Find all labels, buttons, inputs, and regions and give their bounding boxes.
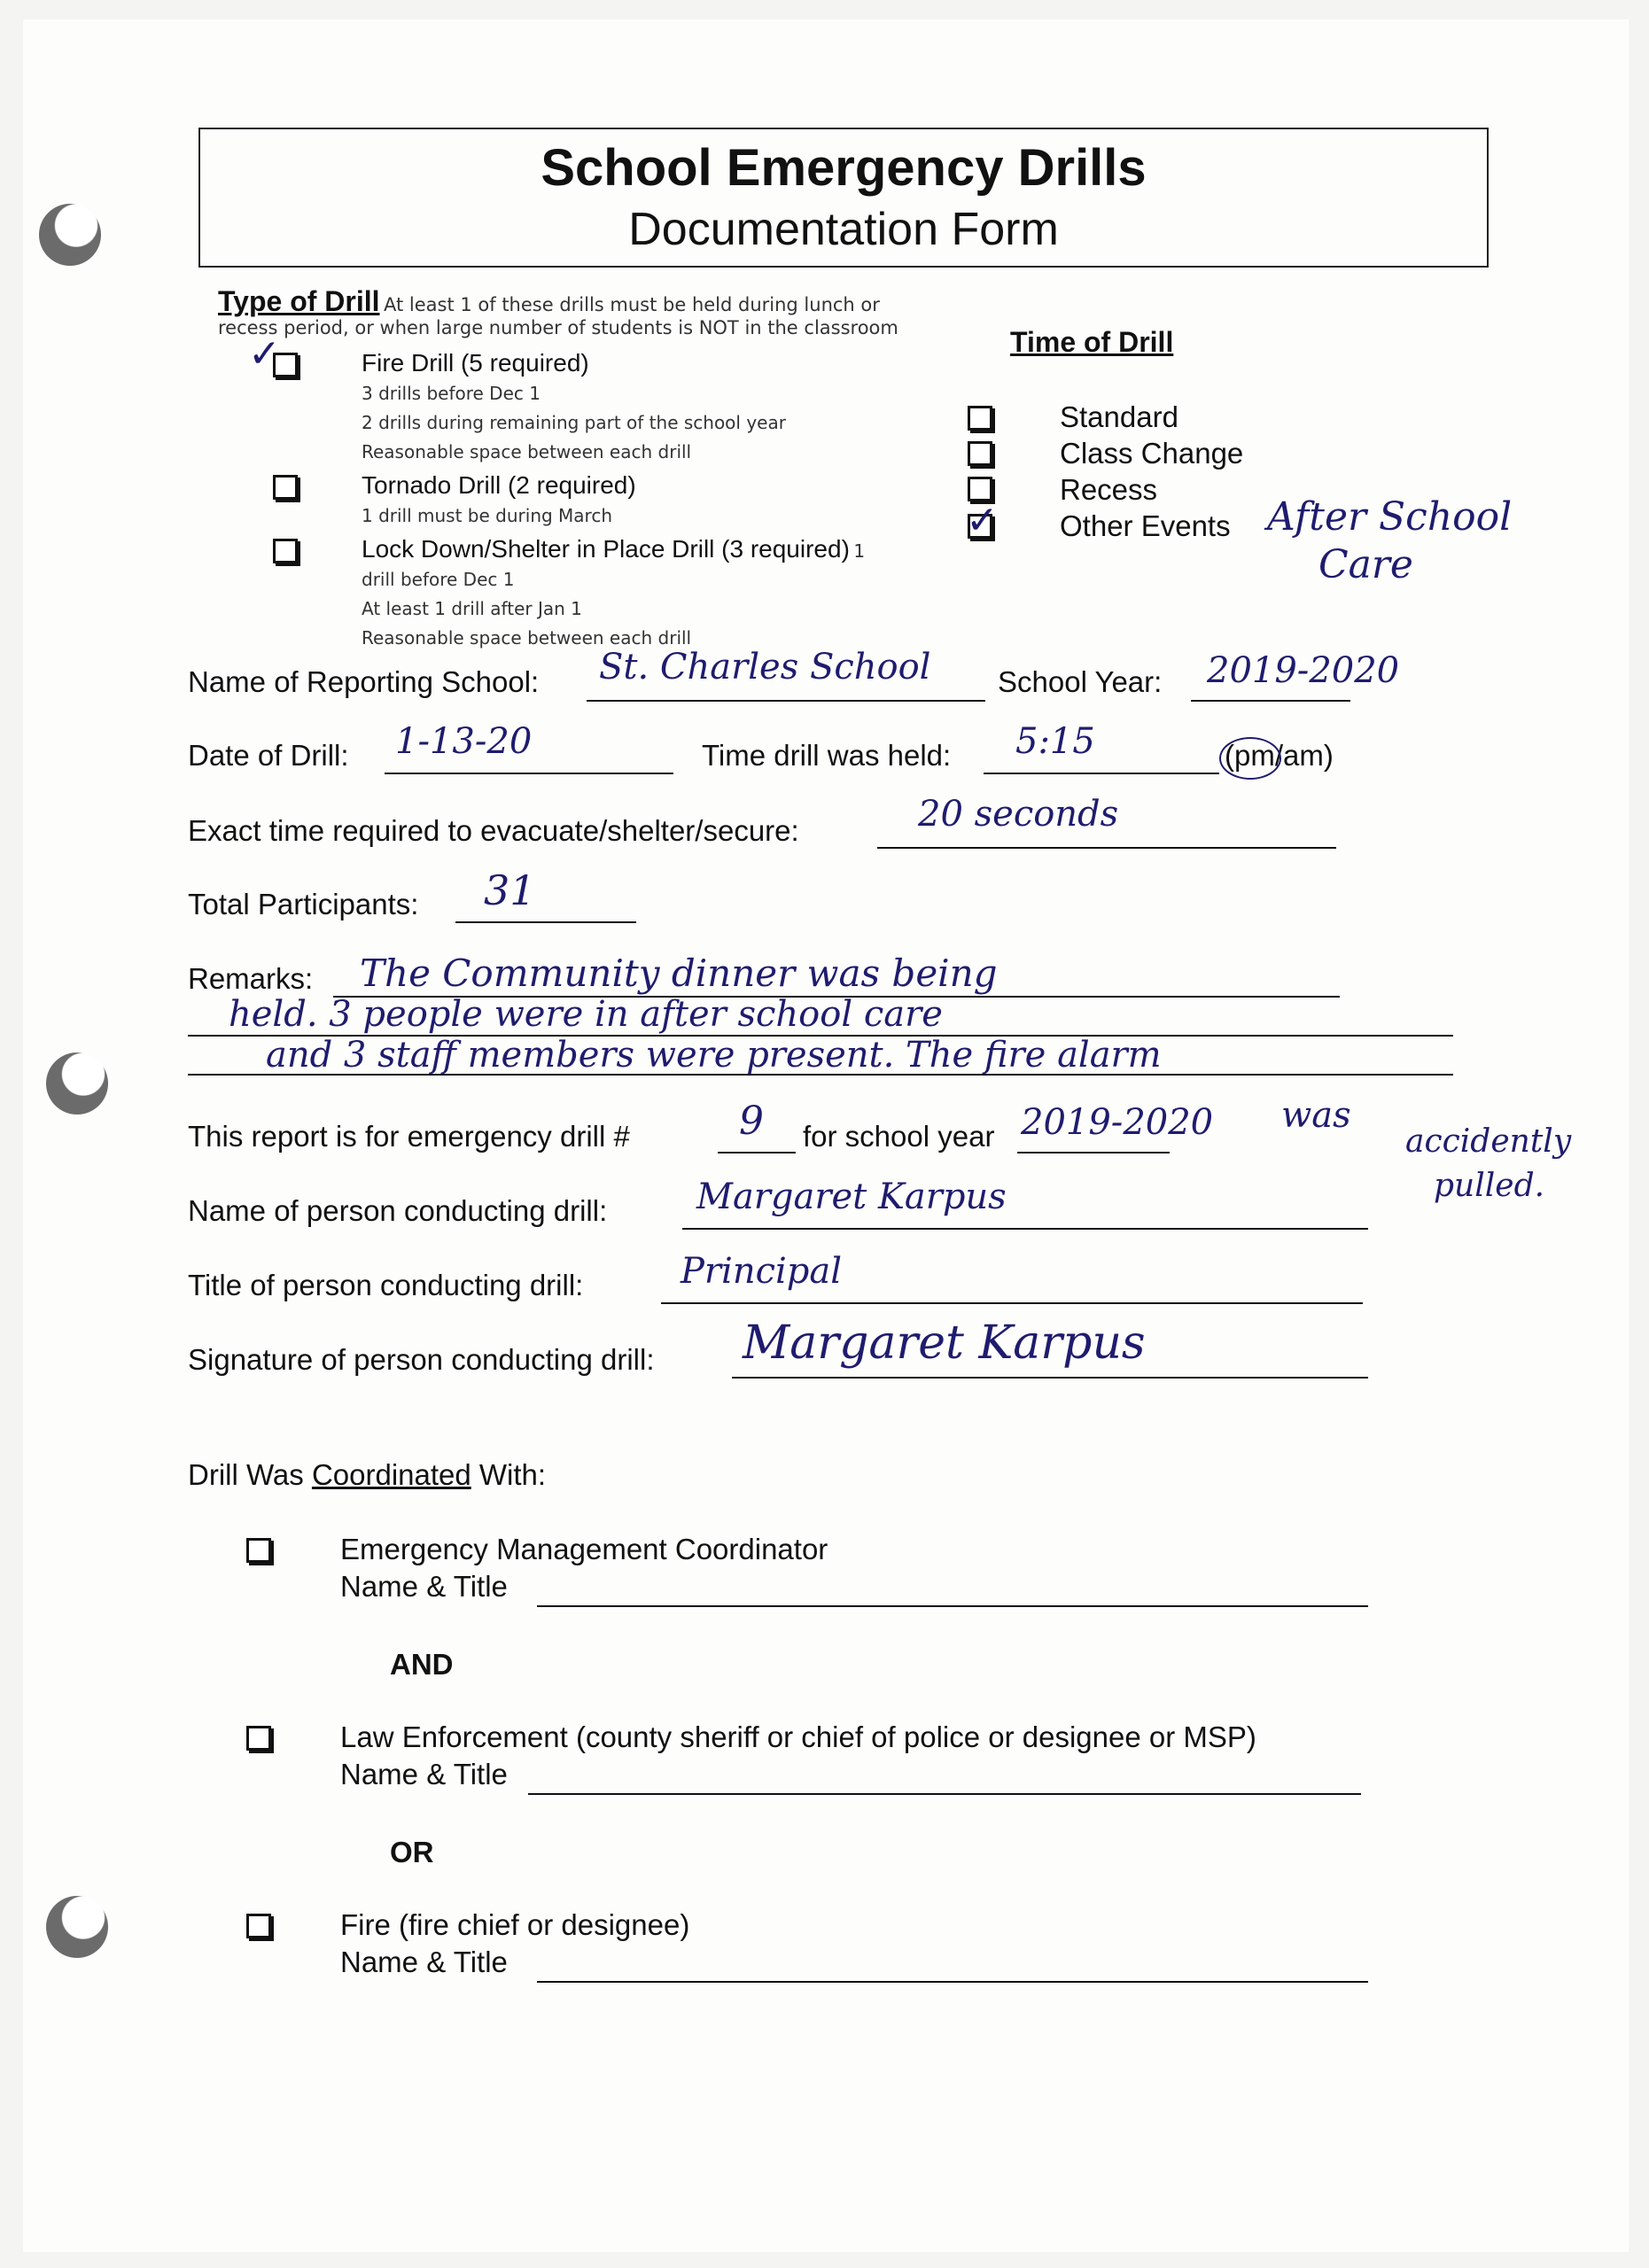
fire-chief-name-title-line[interactable] [537, 1981, 1368, 1983]
emc-checkbox[interactable] [246, 1538, 271, 1563]
drill-number-value[interactable]: 9 [739, 1099, 764, 1144]
pm-circled-mark [1219, 737, 1281, 780]
lockdown-drill-label-suffix: 1 [853, 540, 866, 562]
punch-hole-middle [46, 1052, 108, 1115]
class-change-checkbox[interactable] [968, 441, 992, 466]
date-value[interactable]: 1-13-20 [395, 721, 533, 762]
tornado-drill-label: Tornado Drill (2 required) [362, 471, 636, 499]
remarks-label: Remarks: [188, 962, 314, 995]
school-year-value[interactable]: 2019-2020 [1207, 650, 1400, 691]
conductor-name-line [682, 1228, 1368, 1230]
date-label: Date of Drill: [188, 739, 349, 772]
law-enforcement-label: Law Enforcement (county sheriff or chief of police or designee or MSP) [340, 1720, 1256, 1753]
other-events-check-mark: ✓ [966, 498, 999, 543]
form-title: School Emergency Drills [541, 139, 1147, 197]
coordinated-underlined: Coordinated [311, 1458, 471, 1491]
fire-chief-label: Fire (fire chief or designee) [340, 1908, 690, 1941]
remarks-margin-3: pulled. [1434, 1168, 1545, 1204]
or-label: OR [390, 1836, 434, 1868]
school-name-value[interactable]: St. Charles School [599, 647, 931, 687]
fire-drill-detail-3: Reasonable space between each drill [362, 441, 692, 462]
lockdown-drill-detail-1: drill before Dec 1 [362, 569, 515, 590]
coordinated-heading [188, 1458, 546, 1492]
participants-line [455, 921, 636, 923]
remarks-value-2[interactable]: held. 3 people were in after school care [229, 994, 943, 1035]
lockdown-drill-label: Lock Down/Shelter in Place Drill (3 required) [362, 535, 850, 563]
type-of-drill-heading: Type of Drill [218, 285, 380, 317]
coordinated-suffix: With: [471, 1458, 547, 1491]
emc-name-title-label: Name & Title [340, 1570, 508, 1603]
standard-checkbox[interactable] [968, 406, 992, 431]
form-page [23, 19, 1629, 2252]
time-of-drill-heading: Time of Drill [1010, 326, 1174, 358]
signature-line [732, 1377, 1368, 1379]
time-held-line [984, 773, 1219, 774]
drill-number-line [718, 1152, 796, 1153]
remarks-value-1[interactable]: The Community dinner was being [360, 951, 998, 995]
ampm-label: (pm/am) [1225, 739, 1334, 772]
time-held-label: Time drill was held: [702, 739, 952, 772]
time-held-value[interactable]: 5:15 [1015, 721, 1095, 762]
emc-label: Emergency Management Coordinator [340, 1533, 828, 1565]
participants-label: Total Participants: [188, 888, 419, 920]
school-year-line [1191, 700, 1350, 702]
lockdown-drill-detail-2: At least 1 drill after Jan 1 [362, 598, 582, 619]
other-events-value-2: Care [1318, 542, 1413, 587]
remarks-margin-2: accidently [1405, 1123, 1572, 1160]
evac-time-label: Exact time required to evacuate/shelter/secure: [188, 814, 799, 847]
lockdown-drill-detail-3: Reasonable space between each drill [362, 627, 692, 649]
punch-hole-top [39, 204, 101, 266]
conductor-title-line [661, 1302, 1363, 1304]
law-enforcement-checkbox[interactable] [246, 1726, 271, 1751]
fire-drill-detail-1: 3 drills before Dec 1 [362, 383, 541, 404]
conductor-name-label: Name of person conducting drill: [188, 1194, 608, 1227]
date-line [385, 773, 673, 774]
conductor-title-value[interactable]: Principal [681, 1251, 843, 1292]
type-of-drill-note-1: At least 1 of these drills must be held during lunch or [383, 294, 880, 315]
fire-chief-name-title-label: Name & Title [340, 1946, 508, 1978]
signature-value[interactable]: Margaret Karpus [743, 1317, 1146, 1370]
for-school-year-value[interactable]: 2019-2020 [1021, 1102, 1214, 1143]
tornado-drill-checkbox[interactable] [273, 475, 298, 500]
fire-chief-checkbox[interactable] [246, 1914, 271, 1938]
lockdown-drill-checkbox[interactable] [273, 539, 298, 563]
school-name-label: Name of Reporting School: [188, 665, 540, 698]
other-events-label: Other Events [1060, 509, 1231, 542]
recess-label: Recess [1060, 473, 1158, 506]
other-events-value-1: After School [1267, 494, 1513, 540]
evac-time-line [877, 847, 1336, 849]
participants-value[interactable]: 31 [484, 866, 536, 914]
for-school-year-label: for school year [803, 1120, 995, 1153]
remarks-value-3[interactable]: and 3 staff members were present. The fire alarm [266, 1035, 1162, 1076]
conductor-name-value[interactable]: Margaret Karpus [696, 1177, 1007, 1217]
title-box [198, 128, 1489, 268]
remarks-margin-1: was [1281, 1095, 1351, 1136]
class-change-label: Class Change [1060, 437, 1244, 470]
drill-number-label: This report is for emergency drill # [188, 1120, 630, 1153]
fire-drill-label: Fire Drill (5 required) [362, 349, 589, 377]
school-name-line [587, 700, 985, 702]
for-school-year-line [1017, 1152, 1170, 1153]
signature-label: Signature of person conducting drill: [188, 1343, 655, 1376]
and-label: AND [390, 1648, 454, 1681]
fire-drill-check-mark: ✓ [248, 331, 281, 377]
emc-name-title-line[interactable] [537, 1605, 1368, 1607]
lockdown-drill-label-row [362, 535, 865, 566]
evac-time-value[interactable]: 20 seconds [918, 794, 1119, 835]
type-of-drill-header [218, 285, 880, 318]
punch-hole-bottom [46, 1896, 108, 1958]
school-year-label: School Year: [998, 665, 1163, 698]
tornado-drill-detail-1: 1 drill must be during March [362, 505, 613, 526]
standard-label: Standard [1060, 400, 1178, 433]
form-subtitle: Documentation Form [628, 204, 1059, 255]
law-enforcement-name-title-line[interactable] [528, 1793, 1361, 1795]
coordinated-prefix: Drill Was [188, 1458, 312, 1491]
fire-drill-detail-2: 2 drills during remaining part of the school year [362, 412, 786, 433]
type-of-drill-note-2: recess period, or when large number of students is NOT in the classroom [218, 317, 898, 338]
law-enforcement-name-title-label: Name & Title [340, 1758, 508, 1790]
conductor-title-label: Title of person conducting drill: [188, 1269, 584, 1301]
